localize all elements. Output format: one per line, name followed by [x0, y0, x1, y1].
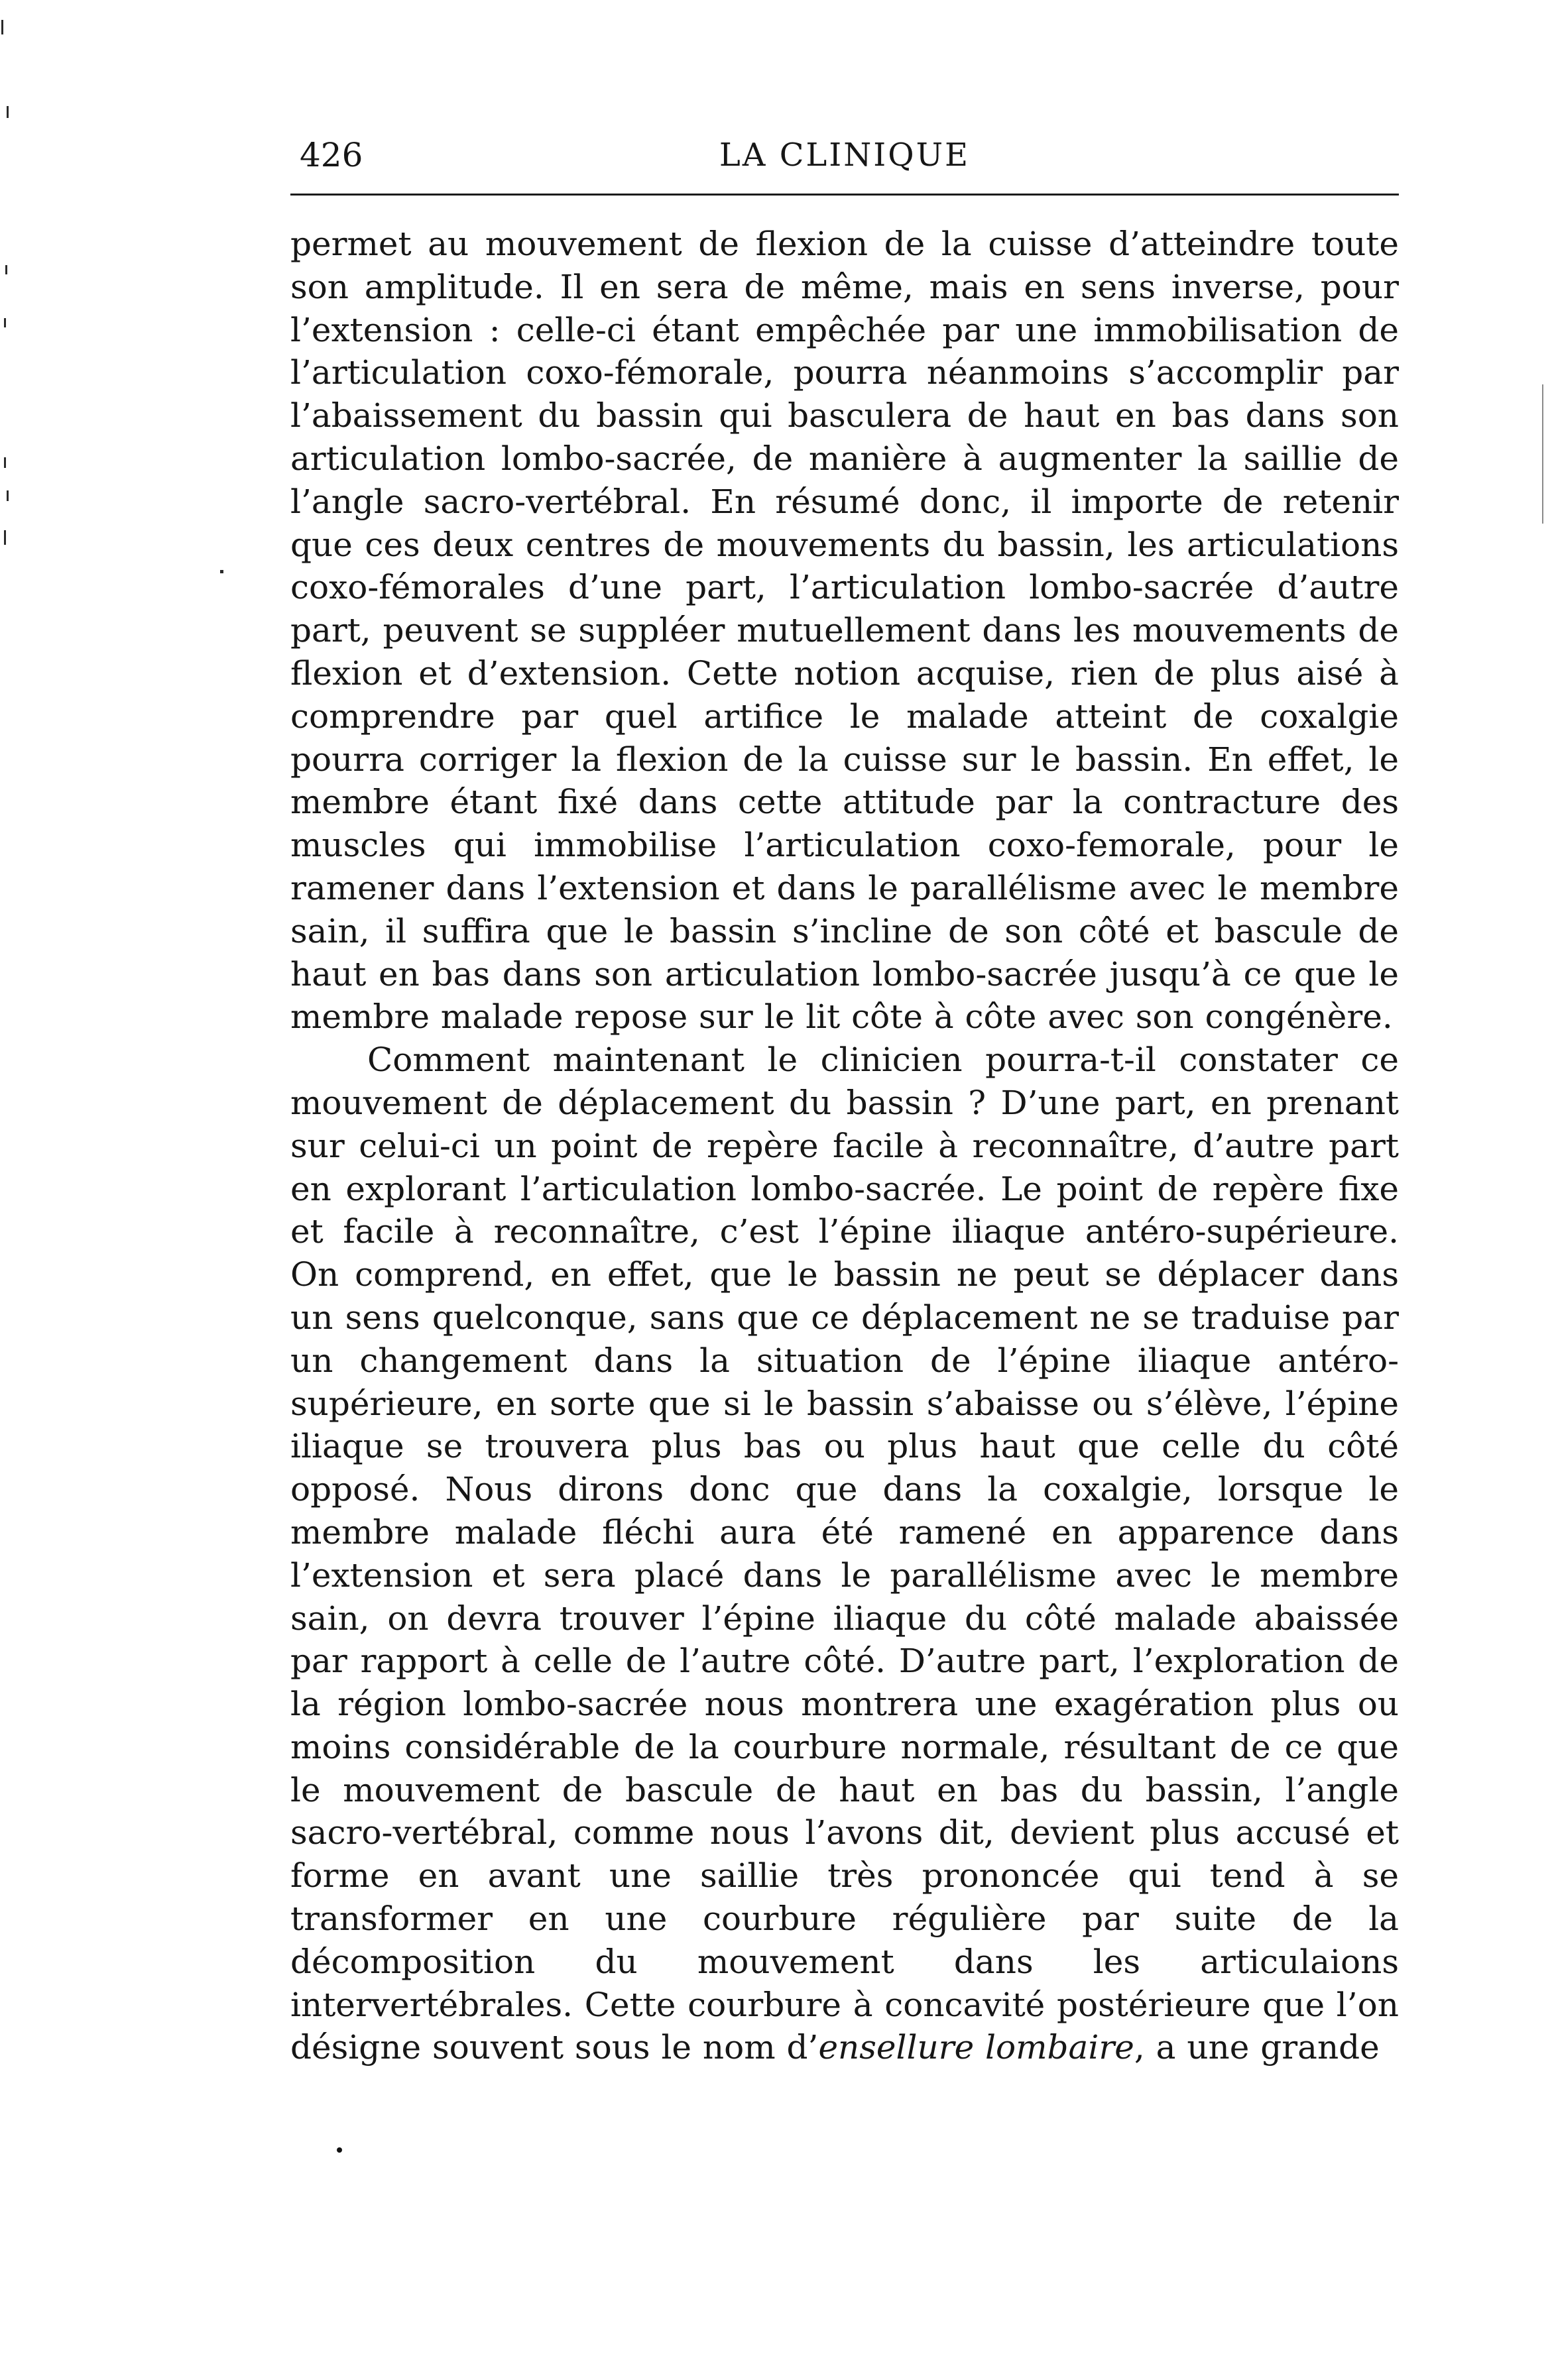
- italic-term: ensellure lombaire: [818, 2028, 1134, 2067]
- paragraph-1: permet au mouvement de flexion de la cuisse d’atteindre toute son amplitude. Il en sera de même, mais en sens inverse, pour l’extension : celle-ci étant empêchée par une immobilisation de l’articulation coxo-fémorale, pourra néanmoins s’accomplir par l’abaissement du bassin qui basculera de haut en bas dans son articulation lombo-sacrée, de manière à augmenter la saillie de l’angle sacro-vertébral. En résumé donc, il importe de retenir que ces deux centres de mouvements du bassin, les articulations coxo-fémorales d’une part, l’articulation lombo-sacrée d’autre part, peuvent se suppléer mutuellement dans les mouvements de flexion et d’extension. Cette notion acquise, rien de plus aisé à comprendre par quel artifice le malade atteint de coxalgie pourra corriger la flexion de la cuisse sur le bassin. En effet, le membre étant fixé dans cette attitude par la contracture des muscles qui immobilise l’articulation coxo-femorale, pour le ramener dans l’extension et dans le parallélisme avec le membre sain, il suffira que le bassin s’incline de son côté et bascule de haut en bas dans son articulation lombo-sacrée jusqu’à ce que le membre malade repose sur le lit côte à côte avec son congénère.: [290, 225, 1399, 1037]
- margin-speck: [5, 265, 7, 274]
- paragraph-2-text: Comment maintenant le clinicien pourra-t-il constater ce mouvement de déplacement du bassin ? D’une part, en prenant sur celui-ci un point de repère facile à reconnaître, d’autre part en explorant l’articulation lombo-sacrée. Le point de repère fixe et facile à reconnaître, c’est l’épine iliaque antéro-supérieure. On comprend, en effet, que le bassin ne peut se déplacer dans un sens quelconque, sans que ce déplacement ne se traduise par un changement dans la situation de l’épine iliaque antéro-supérieure, en sorte que si le bassin s’abaisse ou s’élève, l’épine iliaque se trouvera plus bas ou plus haut que celle du côté opposé. Nous dirons donc que dans la coxalgie, lorsque le membre malade fléchi aura été ramené en apparence dans l’extension et sera placé dans le parallélisme avec le membre sain, on devra trouver l’épine iliaque du côté malade abaissée par rapport à celle de l’autre côté. D’autre part, l’exploration de la région lombo-sacrée nous montrera une exagération plus ou moins considérable de la courbure normale, résultant de ce que le mouvement de bascule de haut en bas du bassin, l’angle sacro-vertébral, comme nous l’avons dit, devient plus accusé et forme en avant une saillie très prononcée qui tend à se transformer en une courbure régulière par suite de la décomposition du mouvement dans les articulaions intervertébrales. Cette courbure à concavité postérieure que l’on désigne souvent sous le nom d’: [290, 1041, 1399, 2067]
- margin-speck: [4, 457, 6, 468]
- running-title: LA CLINIQUE: [719, 137, 971, 174]
- margin-speck: [7, 106, 9, 118]
- page-header: [290, 129, 1399, 182]
- margin-speck: [4, 530, 6, 545]
- margin-speck: [220, 570, 223, 573]
- margin-speck: [7, 490, 9, 501]
- header-rule: [290, 194, 1399, 196]
- ink-dot: [337, 2147, 342, 2153]
- page-number: 426: [300, 136, 363, 174]
- body-text: [290, 223, 1399, 2069]
- margin-speck: [4, 318, 6, 327]
- paragraph-2: [290, 1039, 1399, 2069]
- paragraph-2-ending: , a une grande: [1134, 2028, 1380, 2067]
- margin-speck: [1542, 384, 1543, 524]
- margin-speck: [1, 20, 3, 34]
